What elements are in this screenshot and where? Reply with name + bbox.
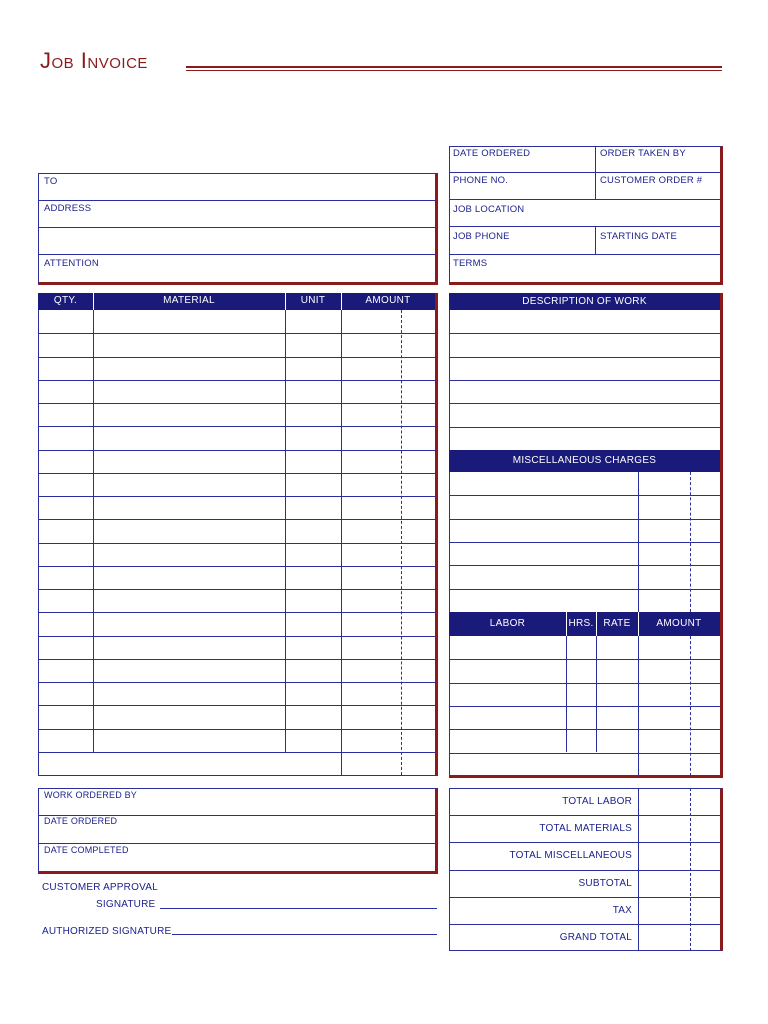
row-divider (449, 172, 720, 173)
material-row[interactable] (38, 566, 435, 589)
material-row[interactable] (38, 705, 435, 728)
labor-row[interactable] (449, 729, 720, 752)
material-row[interactable] (38, 357, 435, 380)
hrs-header: HRS. (568, 618, 594, 629)
job-phone-label: JOB PHONE (453, 231, 510, 242)
description-row[interactable] (449, 403, 720, 426)
header-divider (341, 293, 342, 310)
material-row[interactable] (38, 752, 435, 775)
terms-label: TERMS (453, 258, 488, 269)
totals-label-total-labor: TOTAL LABOR (562, 796, 632, 807)
material-row[interactable] (38, 543, 435, 566)
totals-label-total-miscellaneous: TOTAL MISCELLANEOUS (509, 850, 632, 861)
page-title: Job Invoice (40, 48, 148, 73)
description-row[interactable] (449, 427, 720, 450)
authorized-signature-line[interactable] (172, 934, 437, 935)
row-divider (38, 843, 435, 844)
signature-label: SIGNATURE (96, 899, 156, 910)
description-row[interactable] (449, 380, 720, 403)
phone-no-label: PHONE NO. (453, 175, 509, 186)
totals-amount-field[interactable] (639, 924, 720, 951)
misc-row[interactable] (449, 495, 720, 518)
date-ordered-label: DATE ORDERED (453, 148, 531, 159)
amount-header: AMOUNT (365, 295, 411, 306)
row-divider (449, 199, 720, 200)
row-divider (38, 254, 435, 255)
labor-cents-divider (690, 636, 691, 776)
description-row[interactable] (449, 333, 720, 356)
labor-row[interactable] (449, 659, 720, 682)
labor-hrs-divider (566, 636, 567, 752)
totals-amount-field[interactable] (639, 870, 720, 897)
title-rule-thin (186, 70, 722, 71)
starting-date-label: STARTING DATE (600, 231, 678, 242)
totals-label-grand-total: GRAND TOTAL (559, 932, 632, 943)
col-divider (595, 146, 596, 200)
customer-approval-label: CUSTOMER APPROVAL (42, 882, 158, 893)
attention-label: ATTENTION (44, 258, 99, 269)
header-divider (285, 293, 286, 310)
material-row[interactable] (38, 519, 435, 542)
totals-amount-field[interactable] (639, 842, 720, 869)
qty-header: QTY. (53, 295, 78, 306)
order-info-block (449, 146, 723, 285)
material-row[interactable] (38, 682, 435, 705)
row-divider (449, 254, 720, 255)
header-divider (596, 612, 597, 636)
customer-signature-line[interactable] (160, 908, 437, 909)
description-header: DESCRIPTION OF WORK (449, 293, 720, 310)
col-divider-unit (285, 310, 286, 752)
unit-header: UNIT (300, 295, 326, 306)
col-divider-amount (341, 310, 342, 775)
header-divider (566, 612, 567, 636)
material-row[interactable] (38, 473, 435, 496)
order-taken-by-label: ORDER TAKEN BY (600, 148, 686, 159)
labor-amount-header: AMOUNT (656, 618, 702, 629)
material-row[interactable] (38, 426, 435, 449)
misc-amount-divider (638, 472, 639, 612)
title-rule (186, 66, 722, 68)
labor-row[interactable] (449, 706, 720, 729)
header-divider (638, 612, 639, 636)
material-row[interactable] (38, 450, 435, 473)
totals-amount-field[interactable] (639, 815, 720, 842)
to-label: TO (44, 176, 58, 187)
totals-label-tax: TAX (612, 905, 632, 916)
totals-amount-divider (638, 788, 639, 951)
material-row[interactable] (38, 403, 435, 426)
labor-row[interactable] (449, 683, 720, 706)
misc-cents-divider (690, 472, 691, 612)
job-location-label: JOB LOCATION (453, 204, 525, 215)
misc-row[interactable] (449, 589, 720, 612)
material-row[interactable] (38, 333, 435, 356)
to-field[interactable] (90, 176, 430, 196)
material-row[interactable] (38, 589, 435, 612)
authorized-signature-label: AUTHORIZED SIGNATURE (42, 926, 172, 937)
material-row[interactable] (38, 612, 435, 635)
misc-header: MISCELLANEOUS CHARGES (449, 450, 720, 472)
material-row[interactable] (38, 636, 435, 659)
work-ordered-by-label: WORK ORDERED BY (44, 790, 138, 800)
labor-amount-divider (638, 636, 639, 776)
rate-header: RATE (603, 618, 631, 629)
misc-row[interactable] (449, 519, 720, 542)
address-label: ADDRESS (44, 203, 92, 214)
description-row[interactable] (449, 357, 720, 380)
row-divider (38, 200, 435, 201)
address-field[interactable] (110, 203, 430, 251)
misc-row[interactable] (449, 472, 720, 495)
header-divider (93, 293, 94, 310)
date-completed-label: DATE COMPLETED (44, 845, 129, 855)
misc-row[interactable] (449, 565, 720, 588)
col-divider-qty (93, 310, 94, 752)
labor-header: LABOR (489, 618, 526, 629)
labor-row[interactable] (449, 636, 720, 659)
totals-label-subtotal: SUBTOTAL (578, 878, 632, 889)
material-row[interactable] (38, 380, 435, 403)
work-order-block (38, 788, 438, 874)
totals-amount-field[interactable] (639, 897, 720, 924)
material-header: MATERIAL (163, 295, 215, 306)
customer-order-label: CUSTOMER ORDER # (600, 175, 703, 186)
description-row[interactable] (449, 310, 720, 333)
material-row[interactable] (38, 496, 435, 519)
misc-row[interactable] (449, 542, 720, 565)
cents-divider (401, 310, 402, 775)
material-row[interactable] (38, 659, 435, 682)
totals-label-total-materials: TOTAL MATERIALS (539, 823, 632, 834)
date-ordered-label-bottom: DATE ORDERED (44, 816, 118, 826)
material-row[interactable] (38, 310, 435, 333)
row-divider (449, 226, 720, 227)
labor-row[interactable] (449, 753, 720, 776)
col-divider (595, 226, 596, 254)
totals-cents-divider (690, 788, 691, 951)
labor-rate-divider (596, 636, 597, 752)
totals-amount-field[interactable] (639, 788, 720, 815)
material-row[interactable] (38, 729, 435, 752)
attention-field[interactable] (110, 258, 430, 278)
